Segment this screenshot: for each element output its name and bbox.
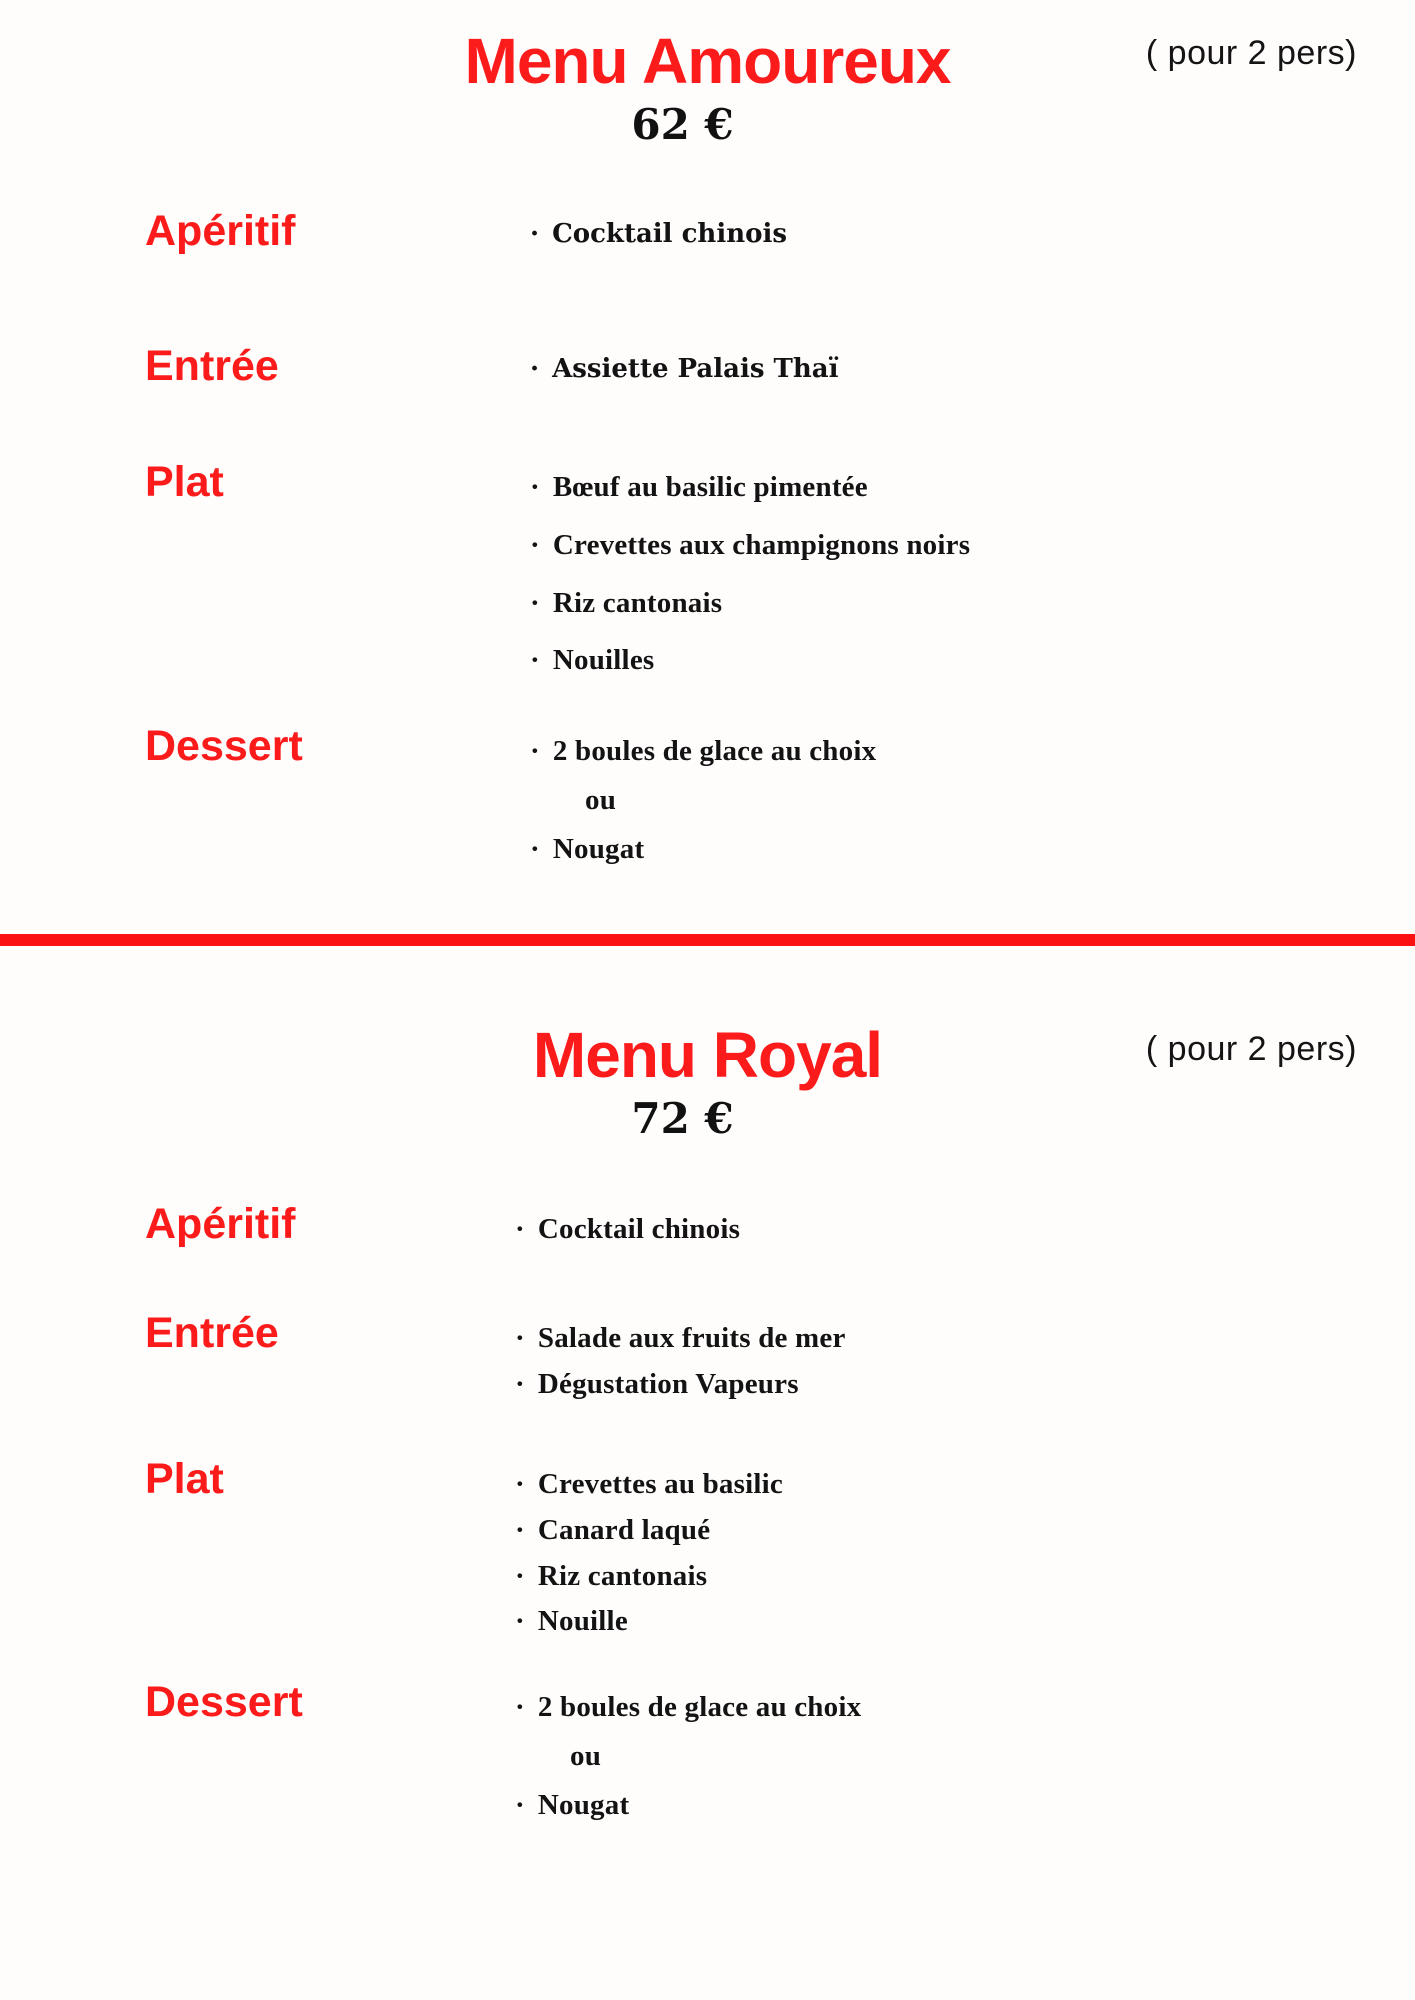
menu-item: · Bœuf au basilic pimentée [530,470,1415,505]
menu-item: · Cocktail chinois [530,219,1415,250]
section-items-entree [515,1309,1415,1402]
menu-item: · Nougat [530,832,1415,867]
menu-item-or: ou [585,783,617,816]
section-entree [0,1309,1415,1413]
section-label-aperitif: Apéritif [145,1200,296,1248]
menu-item: · 2 boules de glace au choix [530,734,1415,769]
section-aperitif [0,1200,1415,1258]
menu-item: · Crevettes au basilic [515,1467,1415,1502]
menu-item: · Nougat [515,1788,1415,1823]
menu-royal-price: 72 € [631,1094,734,1143]
section-dessert [0,722,1415,880]
section-plat [0,458,1415,701]
menu-item: · 2 boules de glace au choix [515,1690,1415,1725]
menu-item: · Cocktail chinois [515,1212,1415,1247]
section-items-plat [515,1455,1415,1639]
section-label-entree: Entrée [145,1309,279,1357]
menu-item: · Assiette Palais Thaï [530,354,1415,385]
section-label-dessert: Dessert [145,722,303,770]
menu-royal-serving-note: ( pour 2 pers) [1145,1030,1357,1068]
section-label-plat: Plat [145,1455,224,1503]
section-items-plat [530,458,1415,678]
menu-item: · Nouilles [530,643,1415,678]
section-items-aperitif [530,207,1415,250]
section-dessert [0,1678,1415,1836]
menu-item: · Dégustation Vapeurs [515,1367,1415,1402]
section-items-entree [530,342,1415,385]
menu-royal-title: Menu Royal [532,1019,883,1091]
section-entree [0,342,1415,396]
menu-item-or: ou [570,1739,602,1772]
menu-item: · Riz cantonais [530,586,1415,621]
section-items-dessert [515,1678,1415,1822]
section-label-plat: Plat [145,458,224,506]
menu-amoureux-title: Menu Amoureux [464,25,951,97]
section-label-entree: Entrée [145,342,279,390]
menu-item: · Riz cantonais [515,1559,1415,1594]
menu-divider [0,934,1415,946]
menu-item: · Salade aux fruits de mer [515,1321,1415,1356]
section-label-aperitif: Apéritif [145,207,296,255]
section-aperitif [0,207,1415,261]
menu-amoureux-serving-note: ( pour 2 pers) [1145,34,1357,72]
section-plat [0,1455,1415,1650]
menu-item: · Nouille [515,1604,1415,1639]
menu-item: · Crevettes aux champignons noirs [530,528,1415,563]
section-label-dessert: Dessert [145,1678,303,1726]
section-items-aperitif [515,1200,1415,1247]
menu-item: · Canard laqué [515,1513,1415,1548]
section-items-dessert [530,722,1415,866]
menu-amoureux-price: 62 € [631,100,734,149]
